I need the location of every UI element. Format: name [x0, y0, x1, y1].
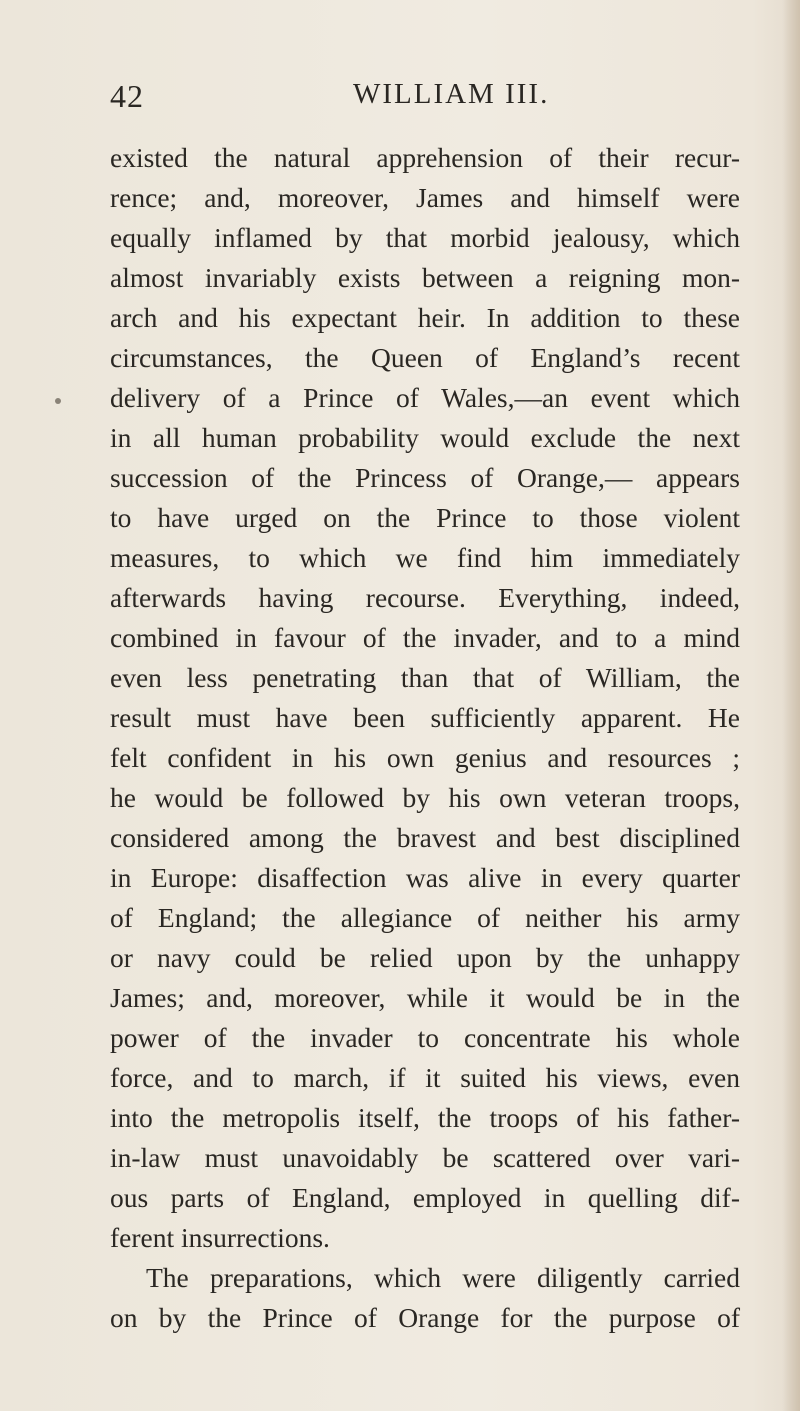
text-line: measures, to which we find him immediately: [110, 542, 740, 573]
text-line: almost invariably exists between a reigning mon-: [110, 262, 740, 293]
text-line: circumstances, the Queen of England’s recent: [110, 342, 740, 373]
page-number: 42: [110, 78, 144, 114]
text-line: ferent insurrections.: [110, 1222, 330, 1253]
page-edge-shadow: [782, 0, 800, 1411]
text-line: power of the invader to concentrate his whole: [110, 1022, 740, 1053]
text-line: felt confident in his own genius and resources ;: [110, 742, 740, 773]
text-line: equally inflamed by that morbid jealousy, which: [110, 222, 740, 253]
ink-speck: [55, 398, 61, 404]
text-line: result must have been sufficiently apparent. He: [110, 702, 740, 733]
text-line: The preparations, which were diligently carried: [146, 1262, 740, 1293]
text-line: on by the Prince of Orange for the purpose of: [110, 1302, 740, 1333]
text-line: force, and to march, if it suited his views, even: [110, 1062, 740, 1093]
text-line: rence; and, moreover, James and himself were: [110, 182, 740, 213]
running-head: WILLIAM III.: [353, 78, 550, 110]
text-line: or navy could be relied upon by the unhappy: [110, 942, 740, 973]
text-line: he would be followed by his own veteran troops,: [110, 782, 740, 813]
text-line: in all human probability would exclude the next: [110, 422, 740, 453]
text-line: into the metropolis itself, the troops of his father-: [110, 1102, 740, 1133]
page-header: [0, 78, 800, 118]
text-line: ous parts of England, employed in quelling dif-: [110, 1182, 740, 1213]
text-line: of England; the allegiance of neither his army: [110, 902, 740, 933]
text-line: combined in favour of the invader, and to a mind: [110, 622, 740, 653]
text-line: succession of the Princess of Orange,— appears: [110, 462, 740, 493]
text-line: James; and, moreover, while it would be in the: [110, 982, 740, 1013]
text-line: even less penetrating than that of William, the: [110, 662, 740, 693]
text-line: to have urged on the Prince to those violent: [110, 502, 740, 533]
text-line: delivery of a Prince of Wales,—an event which: [110, 382, 740, 413]
text-line: in-law must unavoidably be scattered over vari-: [110, 1142, 740, 1173]
text-line: afterwards having recourse. Everything, indeed,: [110, 582, 740, 613]
text-line: in Europe: disaffection was alive in every quarter: [110, 862, 740, 893]
text-line: arch and his expectant heir. In addition to these: [110, 302, 740, 333]
text-line: existed the natural apprehension of their recur-: [110, 142, 740, 173]
text-line: considered among the bravest and best disciplined: [110, 822, 740, 853]
